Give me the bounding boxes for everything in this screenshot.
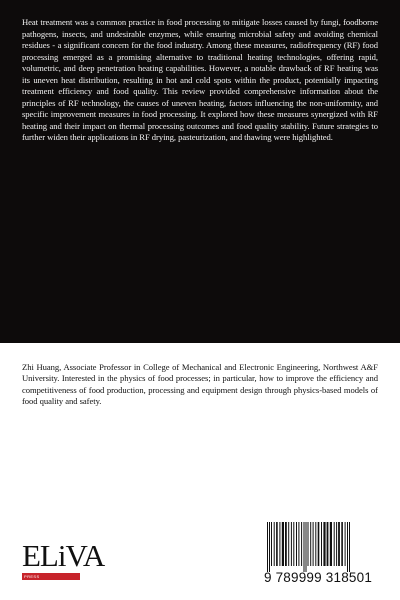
- barcode-bar: [293, 522, 294, 566]
- barcode-bar: [313, 522, 314, 566]
- barcode-bar: [338, 522, 340, 566]
- barcode-bar: [330, 522, 332, 566]
- isbn-barcode: [255, 518, 381, 588]
- barcode-bar: [271, 522, 272, 566]
- barcode-bar: [336, 522, 337, 566]
- barcode-bar: [279, 522, 280, 566]
- abstract-text: Heat treatment was a common practice in food processing to mitigate losses caused by fungi, foodborne pathogens, insects, and undesirable enzymes, while ensuring microbial safety and avoiding chemical residues - a significant concern for the food industry. Among these measures, radiofrequency (RF) food processing emerged as a promising alternative to traditional heating technologies, offering rapid, volumetric, and deep penetration heating capabilities. However, a notable drawback of RF heating was its uneven heat distribution, resulting in hot and cold spots within the product, potentially impacting treatment efficiency and food quality. This review provided comprehensive information about the principles of RF technology, the causes of uneven heating, factors influencing the non-uniformity, and specific improvement measures in food processing. It explored how these measures synergized with RF heating and their impact on thermal processing outcomes and food quality stability. Future strategies to further widen their applications in RF drying, pasteurization, and thawing were highlighted.: [22, 17, 378, 143]
- barcode-bar: [285, 522, 287, 566]
- barcode-bar: [269, 522, 270, 572]
- barcode-bar: [310, 522, 311, 566]
- barcode-bar: [347, 522, 348, 572]
- publisher-logo: [22, 538, 105, 586]
- barcode-bar: [298, 522, 299, 566]
- barcode-bar: [291, 522, 292, 566]
- publisher-logo-subtext: PRESS: [24, 574, 40, 579]
- barcode-bar: [345, 522, 346, 566]
- barcode-bar: [276, 522, 278, 566]
- publisher-logo-text: ELiVA: [22, 538, 105, 573]
- barcode-bar: [349, 522, 350, 572]
- barcode-bar: [321, 522, 322, 566]
- barcode-bar: [304, 522, 305, 572]
- barcode-bars: [265, 522, 377, 572]
- barcode-bar: [327, 522, 329, 566]
- barcode-bar: [282, 522, 284, 566]
- barcode-bar: [308, 522, 309, 566]
- barcode-bar: [301, 522, 302, 566]
- isbn-number: 9 789999 318501: [263, 570, 373, 585]
- barcode-bar: [306, 522, 307, 572]
- barcode-bar: [341, 522, 343, 566]
- barcode-bar: [323, 522, 325, 566]
- barcode-bar: [315, 522, 316, 566]
- barcode-bar: [267, 522, 268, 572]
- barcode-bar: [334, 522, 335, 566]
- barcode-bar: [296, 522, 297, 566]
- barcode-bar: [274, 522, 275, 566]
- author-bio: Zhi Huang, Associate Professor in College of Mechanical and Electronic Engineering, Northwest A&F University. Interested in the physics of food processes; in particular, how to improve the efficiency and competitiveness of food production, processing and equipment design through physics-based models of food quality and safety.: [22, 362, 378, 407]
- barcode-bar: [318, 522, 320, 566]
- barcode-bar: [288, 522, 289, 566]
